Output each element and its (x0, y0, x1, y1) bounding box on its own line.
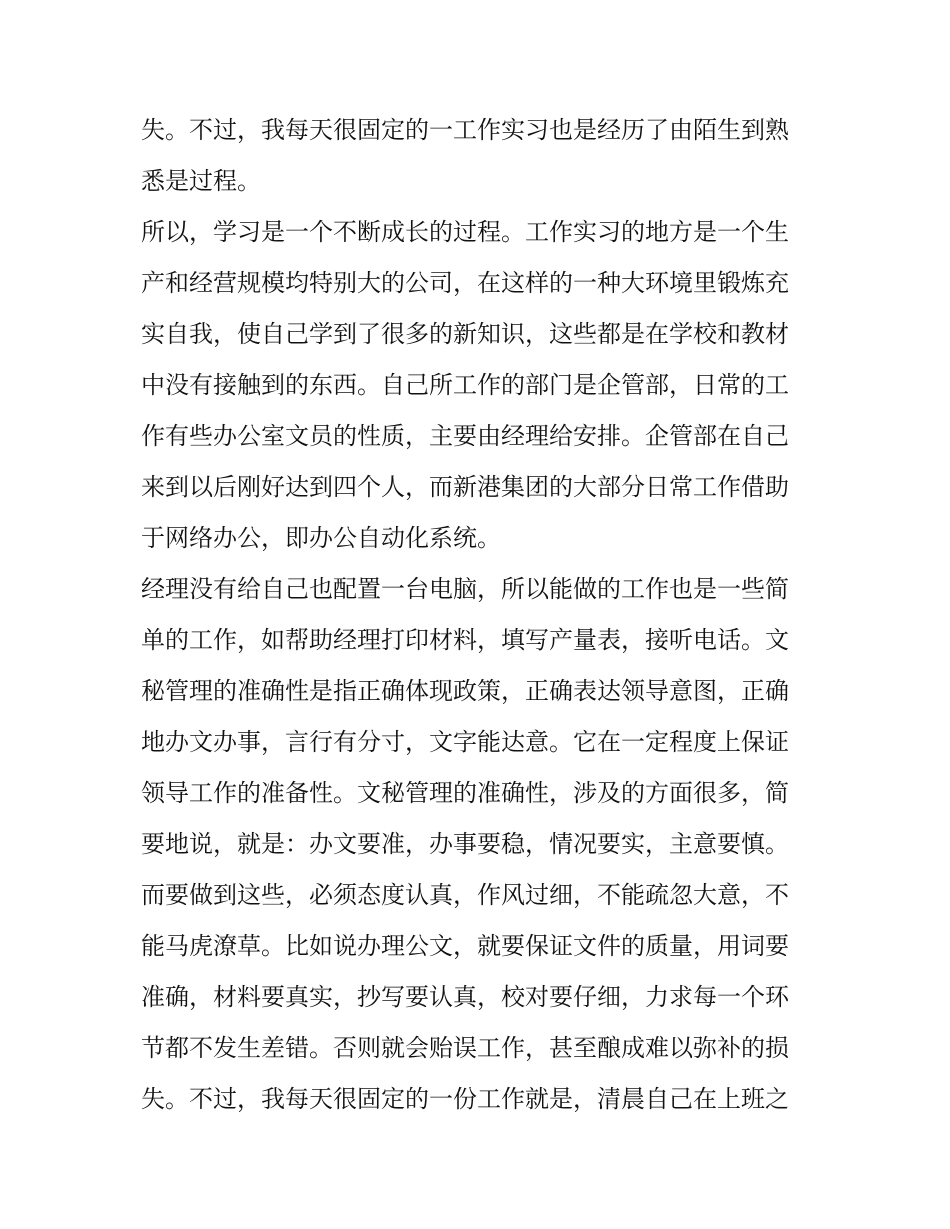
body-text (141, 105, 813, 1125)
text-line: 悉是过程。 (141, 167, 261, 195)
text-line: 能马虎潦草。比如说办理公文，就要保证文件的质量，用词要 (141, 932, 789, 960)
text-line: 产和经营规模均特别大的公司，在这样的一种大环境里锻炼充 (141, 269, 789, 297)
text-line: 单的工作，如帮助经理打印材料，填写产量表，接听电话。文 (141, 626, 789, 654)
text-line: 于网络办公，即办公自动化系统。 (141, 524, 501, 552)
text-line: 节都不发生差错。否则就会贻误工作，甚至酿成难以弥补的损 (141, 1034, 789, 1062)
text-line: 经理没有给自己也配置一台电脑，所以能做的工作也是一些简 (141, 575, 789, 603)
text-line: 实自我，使自己学到了很多的新知识，这些都是在学校和教材 (141, 320, 789, 348)
text-line: 准确，材料要真实，抄写要认真，校对要仔细，力求每一个环 (141, 983, 789, 1011)
text-line: 地办文办事，言行有分寸，文字能达意。它在一定程度上保证 (141, 728, 789, 756)
text-line: 秘管理的准确性是指正确体现政策，正确表达领导意图，正确 (141, 677, 789, 705)
text-line: 中没有接触到的东西。自己所工作的部门是企管部，日常的工 (141, 371, 789, 399)
text-line: 领导工作的准备性。文秘管理的准确性，涉及的方面很多，简 (141, 779, 789, 807)
text-line: 作有些办公室文员的性质，主要由经理给安排。企管部在自己 (141, 422, 789, 450)
text-line: 所以，学习是一个不断成长的过程。工作实习的地方是一个生 (141, 218, 789, 246)
text-line: 要地说，就是：办文要准，办事要稳，情况要实，主意要慎。 (141, 830, 789, 858)
text-line: 来到以后刚好达到四个人，而新港集团的大部分日常工作借助 (141, 473, 789, 501)
text-line: 而要做到这些，必须态度认真，作风过细，不能疏忽大意，不 (141, 881, 789, 909)
text-line: 失。不过，我每天很固定的一份工作就是，清晨自己在上班之 (141, 1085, 789, 1113)
text-line: 失。不过，我每天很固定的一工作实习也是经历了由陌生到熟 (141, 116, 789, 144)
